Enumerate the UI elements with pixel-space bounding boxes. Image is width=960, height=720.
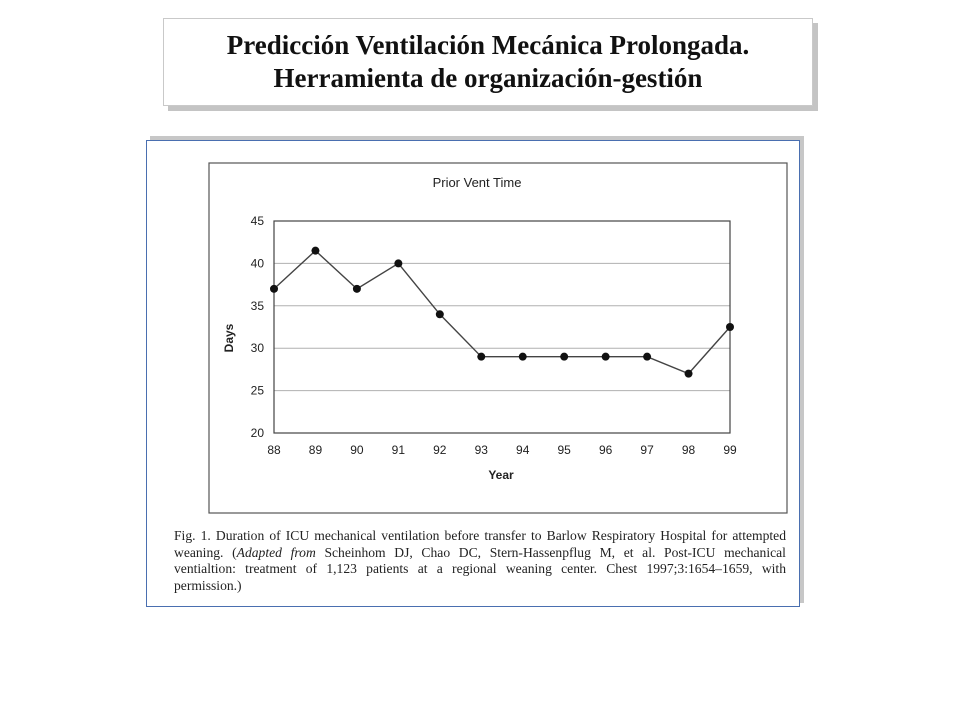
x-tick-label: 98 xyxy=(681,443,696,457)
x-tick-label: 91 xyxy=(391,443,406,457)
data-point-95 xyxy=(560,353,568,361)
x-tick-label: 90 xyxy=(350,443,364,457)
y-tick-label: 45 xyxy=(250,214,264,228)
slide-title-line-2: Herramienta de organización-gestión xyxy=(273,63,703,93)
data-point-94 xyxy=(519,353,527,361)
data-point-90 xyxy=(353,285,361,293)
x-tick-label: 99 xyxy=(723,443,737,457)
x-tick-label: 94 xyxy=(516,443,530,457)
x-tick-label: 89 xyxy=(308,443,323,457)
slide-title-line-1: Predicción Ventilación Mecánica Prolongada. xyxy=(226,30,750,60)
x-tick-label: 92 xyxy=(433,443,447,457)
data-point-98 xyxy=(685,370,693,378)
y-tick-label: 25 xyxy=(250,383,264,398)
data-point-97 xyxy=(643,353,651,361)
x-tick-label: 93 xyxy=(474,443,488,457)
data-point-91 xyxy=(394,259,402,267)
x-tick-label: 97 xyxy=(640,443,654,457)
figure-caption xyxy=(174,528,786,594)
y-axis-label: Days xyxy=(222,323,236,353)
x-tick-label: 95 xyxy=(557,443,571,457)
data-point-92 xyxy=(436,310,444,318)
caption-text-2: Scheinhom DJ, Chao DC, Stern-Hassenpflug M, et al. Post-ICU mechanical ventialtion: treatment of 1,123 patients at a regional weaning center. Chest 1997;3:1654–1659, with permission.) xyxy=(174,544,786,593)
y-tick-label: 20 xyxy=(250,426,264,440)
data-point-99 xyxy=(726,323,734,331)
caption-text-1: Fig. 1. Duration of ICU mechanical ventilation before transfer to Barlow Respiratory Hospital for attempted weaning. ( xyxy=(174,528,786,560)
data-point-96 xyxy=(602,353,610,361)
x-axis-label: Year xyxy=(488,468,514,482)
slide-title-box xyxy=(163,18,813,106)
chart-outer-frame xyxy=(209,163,787,513)
x-tick-label: 96 xyxy=(598,443,613,457)
x-tick-label: 88 xyxy=(267,443,281,457)
data-point-88 xyxy=(270,285,278,293)
figure-panel xyxy=(146,140,800,607)
y-tick-label: 40 xyxy=(250,256,264,271)
caption-italic: Adapted from xyxy=(236,544,316,560)
y-tick-label: 35 xyxy=(250,298,264,313)
y-tick-label: 30 xyxy=(250,341,264,356)
data-point-89 xyxy=(311,247,319,255)
data-point-93 xyxy=(477,353,485,361)
chart-title: Prior Vent Time xyxy=(432,175,522,190)
